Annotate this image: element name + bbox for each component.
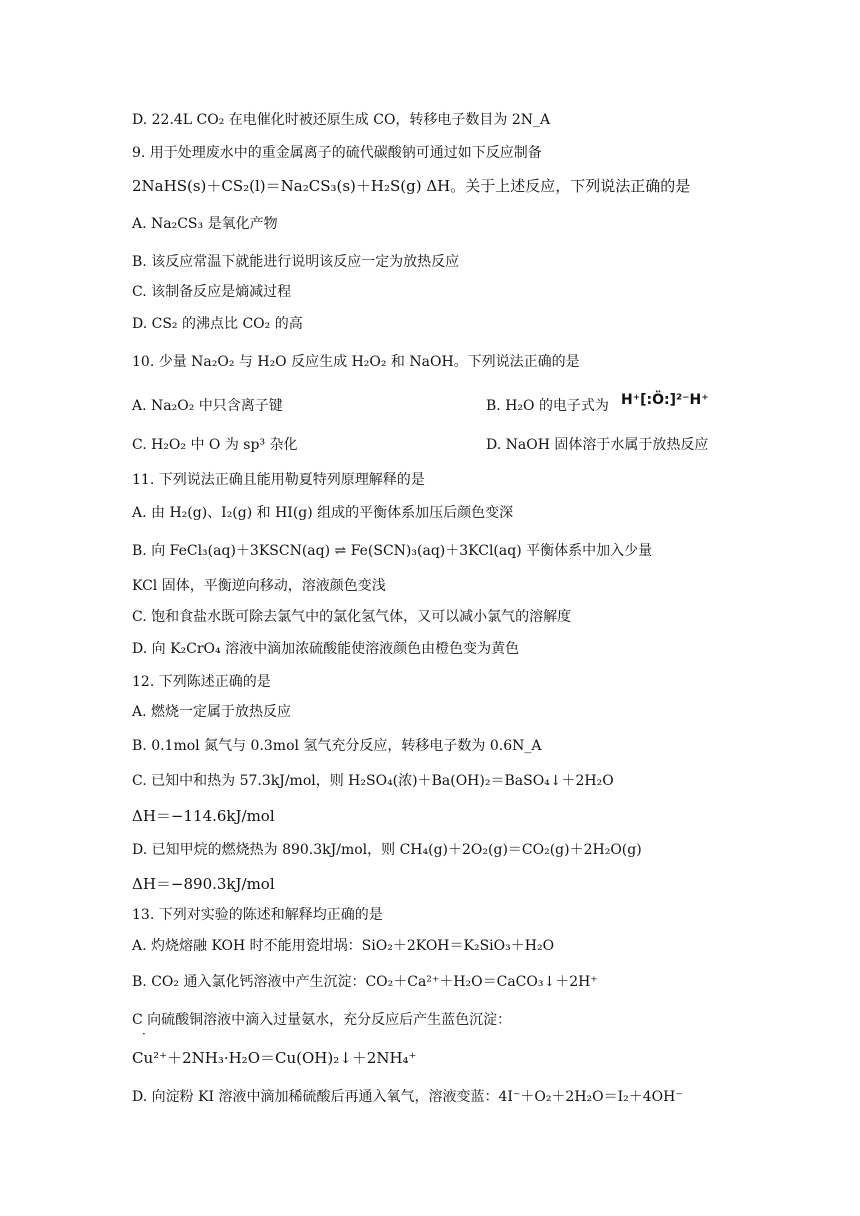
text-line: B. 0.1mol 氮气与 0.3mol 氢气充分反应，转移电子数为 0.6N_A	[132, 738, 542, 754]
text-line: B. 向 FeCl₃(aq)＋3KSCN(aq) ⇌ Fe(SCN)₃(aq)＋3KCl(aq) 平衡体系中加入少量	[132, 543, 653, 559]
text-line: C. 饱和食盐水既可除去氯气中的氯化氢气体，又可以减小氯气的溶解度	[132, 609, 572, 625]
text-line: B. CO₂ 通入氯化钙溶液中产生沉淀：CO₂＋Ca²⁺＋H₂O＝CaCO₃↓＋2H⁺	[132, 974, 598, 990]
text-line: 11. 下列说法正确且能用勒夏特列原理解释的是	[132, 472, 425, 488]
text-line: D. 向淀粉 KI 溶液中滴加稀硫酸后再通入氧气，溶液变蓝：4I⁻＋O₂＋2H₂O＝I₂＋4OH⁻	[132, 1089, 683, 1105]
text-line: D. CS₂ 的沸点比 CO₂ 的高	[132, 316, 303, 332]
text-line: A. Na₂O₂ 中只含离子键	[132, 398, 283, 414]
text-line: 13. 下列对实验的陈述和解释均正确的是	[132, 907, 383, 923]
text-line: A. 燃烧一定属于放热反应	[132, 704, 292, 720]
text-line-right: D. NaOH 固体溶于水属于放热反应	[486, 437, 709, 453]
text-line: D. 已知甲烷的燃烧热为 890.3kJ/mol，则 CH₄(g)＋2O₂(g)＝CO₂(g)＋2H₂O(g)	[132, 842, 642, 858]
electron-formula-image: H⁺[:Ö:]²⁻H⁺	[621, 392, 709, 408]
text-line: KCl 固体，平衡逆向移动，溶液颜色变浅	[132, 578, 386, 594]
text-line: 10. 少量 Na₂O₂ 与 H₂O 反应生成 H₂O₂ 和 NaOH。下列说法正确的是	[132, 354, 580, 370]
text-line: Cu²⁺＋2NH₃·H₂O＝Cu(OH)₂↓＋2NH₄⁺	[132, 1049, 417, 1067]
text-line: A. Na₂CS₃ 是氧化产物	[132, 216, 278, 232]
text-line: 2NaHS(s)＋CS₂(l)＝Na₂CS₃(s)＋H₂S(g) ΔH。关于上述反应，下列说法正确的是	[132, 177, 691, 195]
text-line: A. 灼烧熔融 KOH 时不能用瓷坩埚：SiO₂＋2KOH＝K₂SiO₃＋H₂O	[132, 938, 555, 954]
dot-mark: ·	[142, 1027, 146, 1041]
text-line: C 向硫酸铜溶液中滴入过量氨水，充分反应后产生蓝色沉淀：	[132, 1012, 512, 1028]
text-line: D. 22.4L CO₂ 在电催化时被还原生成 CO，转移电子数目为 2N_A	[132, 112, 551, 128]
text-line: ΔH＝−114.6kJ/mol	[132, 807, 275, 825]
text-line: A. 由 H₂(g)、I₂(g) 和 HI(g) 组成的平衡体系加压后颜色变深	[132, 505, 514, 521]
text-line: D. 向 K₂CrO₄ 溶液中滴加浓硫酸能使溶液颜色由橙色变为黄色	[132, 641, 520, 657]
text-line-right: B. H₂O 的电子式为	[486, 398, 609, 414]
text-line: C. 已知中和热为 57.3kJ/mol，则 H₂SO₄(浓)＋Ba(OH)₂＝BaSO₄↓＋2H₂O	[132, 773, 614, 789]
text-line: 9. 用于处理废水中的重金属离子的硫代碳酸钠可通过如下反应制备	[132, 145, 542, 161]
text-line: B. 该反应常温下就能进行说明该反应一定为放热反应	[132, 254, 460, 270]
text-line: C. 该制备反应是熵减过程	[132, 284, 292, 300]
text-line: C. H₂O₂ 中 O 为 sp³ 杂化	[132, 437, 298, 453]
text-line: ΔH＝−890.3kJ/mol	[132, 875, 275, 893]
text-line: 12. 下列陈述正确的是	[132, 674, 271, 690]
